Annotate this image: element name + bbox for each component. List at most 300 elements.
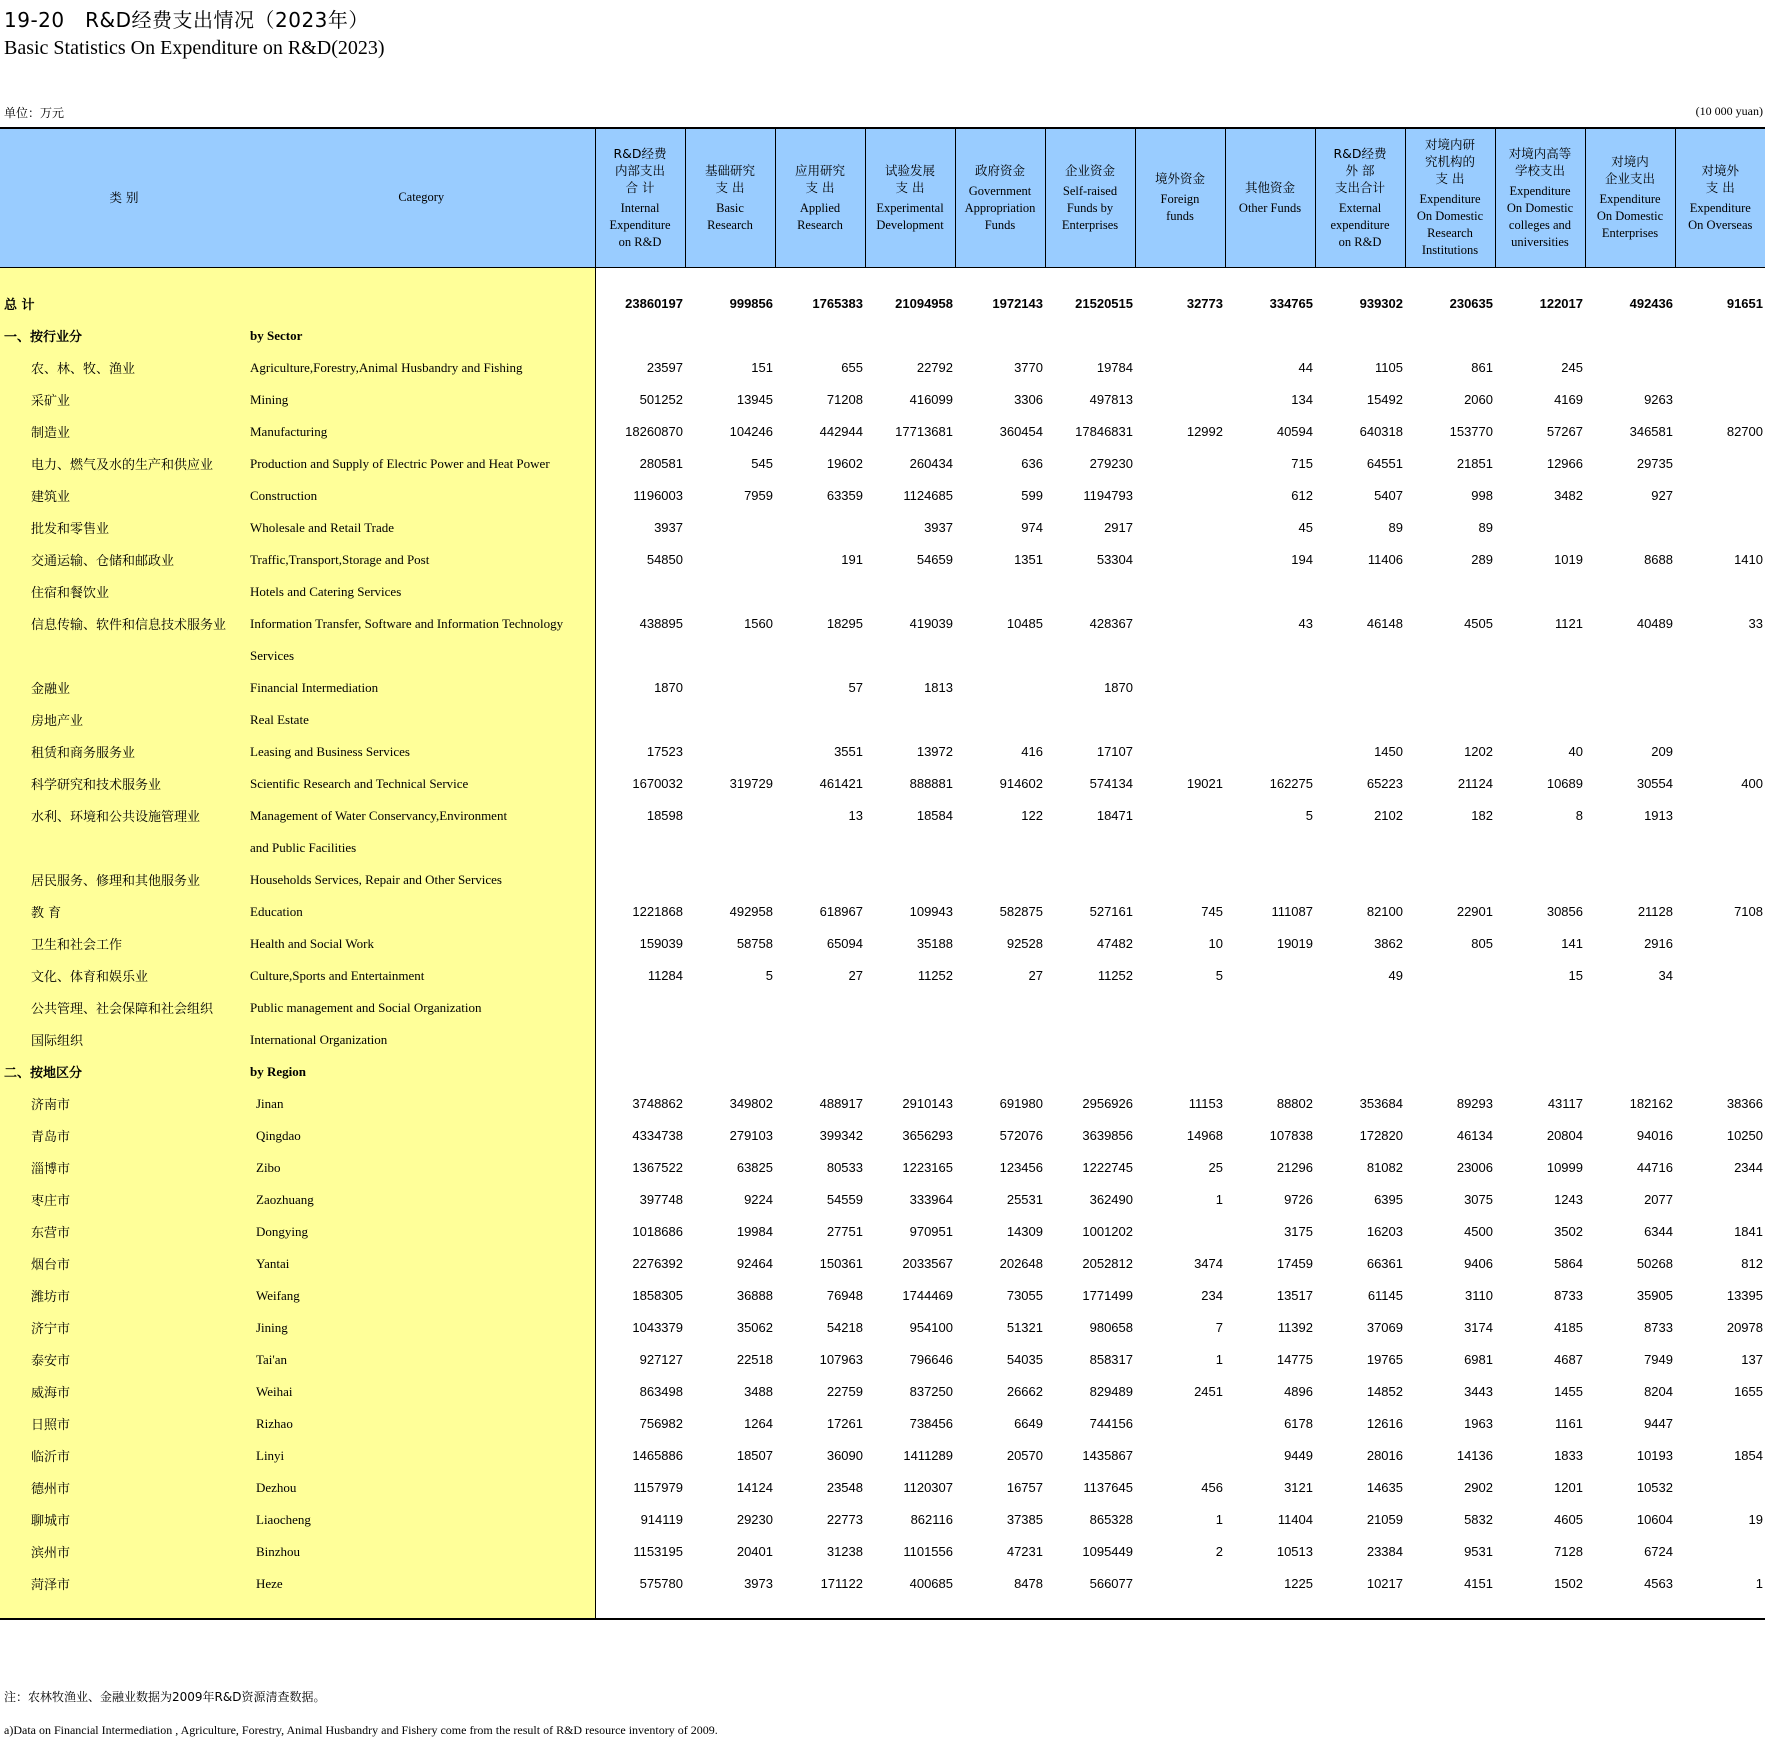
header-col-en: Government Appropriation Funds: [964, 183, 1036, 232]
row-label-en: Zibo: [248, 1152, 595, 1184]
value-cell: 1450: [1374, 744, 1403, 759]
value-cell: 32773: [1186, 296, 1223, 311]
value-cell: [1135, 480, 1225, 512]
value-cell: [1405, 1024, 1495, 1056]
value-cell: 914602: [999, 776, 1043, 791]
value-cell: 6724: [1644, 1544, 1673, 1559]
value-cell: 1124685: [903, 488, 953, 503]
table-row: [0, 1440, 1765, 1472]
value-cell: 346581: [1629, 424, 1673, 439]
value-cell: [1045, 640, 1135, 672]
footnote-cn: 注：农林牧渔业、金融业数据为2009年R&D资源清查数据。: [4, 1690, 326, 1704]
value-cell: [1135, 704, 1225, 736]
row-label-en: by Sector: [248, 320, 595, 352]
value-cell: [955, 1024, 1045, 1056]
table-row: [0, 1408, 1765, 1440]
value-cell: [865, 992, 955, 1024]
value-cell: 122: [1021, 808, 1043, 823]
value-cell: 1963: [1464, 1416, 1493, 1431]
value-cell: 11153: [1188, 1096, 1223, 1111]
value-cell: 7108: [1734, 904, 1763, 919]
value-cell: [685, 320, 775, 352]
value-cell: [1135, 864, 1225, 896]
value-cell: 353684: [1359, 1096, 1403, 1111]
row-label-cn: 泰安市: [0, 1344, 248, 1376]
value-cell: 545: [751, 456, 773, 471]
value-cell: 57: [848, 680, 863, 695]
value-cell: [775, 1056, 865, 1088]
value-cell: 53304: [1096, 552, 1133, 567]
row-label-en: Tai'an: [248, 1344, 595, 1376]
row-label-en: Production and Supply of Electric Power and Heat Power: [248, 448, 595, 480]
value-cell: 6981: [1464, 1352, 1493, 1367]
table-row: [0, 1248, 1765, 1280]
table-row: [0, 1376, 1765, 1408]
value-cell: 2: [1215, 1544, 1223, 1559]
value-cell: 6178: [1284, 1416, 1313, 1431]
value-cell: 636: [1021, 456, 1043, 471]
table-row: [0, 928, 1765, 960]
value-cell: [1315, 864, 1405, 896]
value-cell: 954100: [909, 1320, 953, 1335]
value-cell: 428367: [1089, 616, 1133, 631]
row-label-cn: 临沂市: [0, 1440, 248, 1472]
value-cell: [775, 320, 865, 352]
value-cell: 456: [1201, 1480, 1223, 1495]
row-label-en: Jining: [248, 1312, 595, 1344]
value-cell: [955, 704, 1045, 736]
value-cell: [1405, 864, 1495, 896]
value-cell: [1135, 672, 1225, 704]
value-cell: 4151: [1464, 1576, 1493, 1591]
value-cell: 7959: [744, 488, 773, 503]
row-label-cn: 农、林、牧、渔业: [0, 352, 248, 384]
value-cell: [595, 832, 685, 864]
value-cell: 974: [1021, 520, 1043, 535]
row-label-cn: 公共管理、社会保障和社会组织: [0, 992, 248, 1024]
value-cell: 3482: [1554, 488, 1583, 503]
value-cell: 89293: [1456, 1096, 1493, 1111]
row-label-en: [248, 288, 595, 320]
row-label-cn: 金融业: [0, 672, 248, 704]
value-cell: 4169: [1554, 392, 1583, 407]
value-cell: 50268: [1636, 1256, 1673, 1271]
value-cell: [1675, 928, 1765, 960]
value-cell: [1405, 320, 1495, 352]
value-cell: [1405, 960, 1495, 992]
value-cell: 1202: [1464, 744, 1493, 759]
row-label-en: and Public Facilities: [248, 832, 595, 864]
value-cell: 3488: [744, 1384, 773, 1399]
value-cell: [1045, 704, 1135, 736]
page-title-cn: 19-20 R&D经费支出情况（2023年）: [4, 8, 369, 32]
value-cell: [1495, 320, 1585, 352]
total-row: [0, 288, 1765, 320]
value-cell: 2033567: [902, 1256, 953, 1271]
value-cell: [1675, 1184, 1765, 1216]
header-col-en: External expenditure on R&D: [1330, 200, 1390, 249]
value-cell: 1367522: [632, 1160, 683, 1175]
value-cell: 63825: [736, 1160, 773, 1175]
value-cell: 3443: [1464, 1384, 1493, 1399]
value-cell: 12992: [1186, 424, 1223, 439]
value-cell: [1315, 672, 1405, 704]
header-col-en: Expenditure On Domestic Research Institutions: [1416, 192, 1484, 258]
section-row: [0, 320, 1765, 352]
value-cell: 1001202: [1082, 1224, 1133, 1239]
value-cell: 46134: [1456, 1128, 1493, 1143]
value-cell: [685, 1024, 775, 1056]
value-cell: [1225, 864, 1315, 896]
value-cell: 1560: [744, 616, 773, 631]
value-cell: [1135, 384, 1225, 416]
header-col: [1675, 128, 1765, 267]
value-cell: [775, 704, 865, 736]
value-cell: 40: [1568, 744, 1583, 759]
table-row: [0, 544, 1765, 576]
value-cell: [685, 704, 775, 736]
value-cell: 40594: [1276, 424, 1313, 439]
row-label-cn: 建筑业: [0, 480, 248, 512]
spacer-cell: [0, 1600, 248, 1619]
value-cell: 19784: [1096, 360, 1133, 375]
value-cell: 38366: [1726, 1096, 1763, 1111]
value-cell: 20978: [1726, 1320, 1763, 1335]
row-label-en: Binzhou: [248, 1536, 595, 1568]
value-cell: 970951: [909, 1224, 953, 1239]
table-row: [0, 448, 1765, 480]
value-cell: 245: [1561, 360, 1583, 375]
value-cell: 153770: [1449, 424, 1493, 439]
row-label-en: Yantai: [248, 1248, 595, 1280]
spacer-cell: [955, 1600, 1045, 1619]
header-col: [595, 128, 685, 267]
row-label-en: Education: [248, 896, 595, 928]
value-cell: 1101556: [903, 1544, 953, 1559]
value-cell: 2917: [1104, 520, 1133, 535]
value-cell: 1194793: [1083, 488, 1133, 503]
row-label-cn: [0, 640, 248, 672]
value-cell: 150361: [819, 1256, 863, 1271]
value-cell: 82700: [1726, 424, 1763, 439]
value-cell: 11392: [1277, 1320, 1313, 1335]
header-col-cn: 对境内研 究机构的 支 出: [1424, 137, 1475, 187]
value-cell: [955, 576, 1045, 608]
table-row: [0, 864, 1765, 896]
value-cell: 1196003: [633, 488, 683, 503]
value-cell: 7: [1215, 1320, 1223, 1335]
value-cell: [1405, 1056, 1495, 1088]
value-cell: 1833: [1554, 1448, 1583, 1463]
value-cell: [1135, 992, 1225, 1024]
row-label-en: Management of Water Conservancy,Environment: [248, 800, 595, 832]
value-cell: 939302: [1359, 296, 1403, 311]
value-cell: 23860197: [625, 296, 683, 311]
value-cell: [1585, 704, 1675, 736]
value-cell: 19602: [826, 456, 863, 471]
value-cell: 17523: [646, 744, 683, 759]
value-cell: 812: [1741, 1256, 1763, 1271]
value-cell: 19021: [1186, 776, 1223, 791]
header-category-cn: 类 别: [0, 128, 248, 267]
value-cell: 7128: [1554, 1544, 1583, 1559]
value-cell: 14309: [1006, 1224, 1043, 1239]
row-label-cn: 科学研究和技术服务业: [0, 768, 248, 800]
value-cell: 28016: [1366, 1448, 1403, 1463]
value-cell: 194: [1291, 552, 1313, 567]
value-cell: 3639856: [1082, 1128, 1133, 1143]
value-cell: 4563: [1644, 1576, 1673, 1591]
spacer-cell: [1405, 1600, 1495, 1619]
value-cell: 3551: [834, 744, 863, 759]
value-cell: 11404: [1277, 1512, 1313, 1527]
value-cell: 1502: [1554, 1576, 1583, 1591]
value-cell: 1043379: [632, 1320, 683, 1335]
row-label-cn: 滨州市: [0, 1536, 248, 1568]
table-row: [0, 1312, 1765, 1344]
value-cell: 501252: [639, 392, 683, 407]
row-label-cn: 房地产业: [0, 704, 248, 736]
value-cell: 151: [751, 360, 773, 375]
value-cell: 1264: [744, 1416, 773, 1431]
value-cell: 10: [1208, 936, 1223, 951]
value-cell: 260434: [909, 456, 953, 471]
header-col-cn: 企业资金: [1064, 162, 1115, 178]
header-col-en: Expenditure On Domestic Enterprises: [1596, 192, 1664, 241]
value-cell: 65223: [1366, 776, 1403, 791]
value-cell: 888881: [909, 776, 953, 791]
value-cell: [1675, 736, 1765, 768]
table-row: [0, 672, 1765, 704]
value-cell: 64551: [1366, 456, 1403, 471]
value-cell: 29735: [1636, 456, 1673, 471]
value-cell: [595, 576, 685, 608]
value-cell: 927: [1651, 488, 1673, 503]
value-cell: 47231: [1006, 1544, 1043, 1559]
value-cell: 999856: [729, 296, 773, 311]
value-cell: [1225, 576, 1315, 608]
value-cell: 2451: [1194, 1384, 1223, 1399]
value-cell: 209: [1651, 744, 1673, 759]
value-cell: 33: [1748, 616, 1763, 631]
value-cell: [1495, 992, 1585, 1024]
value-cell: 10532: [1636, 1480, 1673, 1495]
row-label-en: Wholesale and Retail Trade: [248, 512, 595, 544]
value-cell: 1201: [1554, 1480, 1583, 1495]
value-cell: 6649: [1014, 1416, 1043, 1431]
value-cell: [865, 576, 955, 608]
value-cell: 1435867: [1082, 1448, 1133, 1463]
header-col-en: Self-raised Funds by Enterprises: [1061, 183, 1119, 232]
value-cell: 360454: [999, 424, 1043, 439]
value-cell: [1675, 1056, 1765, 1088]
spacer-cell: [1495, 267, 1585, 288]
table-row: [0, 800, 1765, 832]
row-label-cn: 青岛市: [0, 1120, 248, 1152]
row-label-cn: 东营市: [0, 1216, 248, 1248]
value-cell: [1675, 1024, 1765, 1056]
value-cell: 23597: [646, 360, 683, 375]
value-cell: [1225, 1024, 1315, 1056]
header-col: [1315, 128, 1405, 267]
value-cell: 182: [1471, 808, 1493, 823]
value-cell: 11252: [917, 968, 953, 983]
value-cell: 21059: [1366, 1512, 1403, 1527]
spacer-row: [0, 267, 1765, 288]
row-label-en: Manufacturing: [248, 416, 595, 448]
value-cell: [1405, 640, 1495, 672]
header-col-cn: 基础研究 支 出: [704, 162, 755, 195]
value-cell: [1405, 832, 1495, 864]
value-cell: 805: [1471, 936, 1493, 951]
value-cell: 582875: [999, 904, 1043, 919]
value-cell: 289: [1471, 552, 1493, 567]
value-cell: [1675, 1536, 1765, 1568]
table-row: [0, 1088, 1765, 1120]
value-cell: [1585, 1024, 1675, 1056]
value-cell: [865, 864, 955, 896]
value-cell: 1120307: [903, 1480, 953, 1495]
spacer-cell: [1585, 267, 1675, 288]
value-cell: 1870: [654, 680, 683, 695]
value-cell: 4334738: [632, 1128, 683, 1143]
value-cell: [1675, 1408, 1765, 1440]
row-label-en: Construction: [248, 480, 595, 512]
value-cell: 4505: [1464, 616, 1493, 631]
value-cell: [1495, 864, 1585, 896]
value-cell: 10689: [1546, 776, 1583, 791]
value-cell: [955, 832, 1045, 864]
value-cell: 234: [1201, 1288, 1223, 1303]
value-cell: 27: [848, 968, 863, 983]
value-cell: 18584: [916, 808, 953, 823]
value-cell: 1: [1215, 1192, 1223, 1207]
value-cell: [1135, 1408, 1225, 1440]
value-cell: 1744469: [902, 1288, 953, 1303]
value-cell: 91651: [1726, 296, 1763, 311]
row-label-cn: 日照市: [0, 1408, 248, 1440]
value-cell: 796646: [909, 1352, 953, 1367]
row-label-cn: 烟台市: [0, 1248, 248, 1280]
value-cell: 1670032: [632, 776, 683, 791]
value-cell: 492436: [1629, 296, 1673, 311]
value-cell: 18295: [826, 616, 863, 631]
row-label-en: Agriculture,Forestry,Animal Husbandry and Fishing: [248, 352, 595, 384]
value-cell: [1135, 448, 1225, 480]
value-cell: [1045, 992, 1135, 1024]
value-cell: [1585, 576, 1675, 608]
value-cell: 1137645: [1083, 1480, 1133, 1495]
value-cell: 1854: [1734, 1448, 1763, 1463]
section-row: [0, 1056, 1765, 1088]
value-cell: 861: [1471, 360, 1493, 375]
row-label-cn: 水利、环境和公共设施管理业: [0, 800, 248, 832]
row-label-en: Financial Intermediation: [248, 672, 595, 704]
value-cell: 9531: [1464, 1544, 1493, 1559]
value-cell: 10485: [1006, 616, 1043, 631]
value-cell: 16203: [1366, 1224, 1403, 1239]
value-cell: 107838: [1269, 1128, 1313, 1143]
row-label-cn: 信息传输、软件和信息技术服务业: [0, 608, 248, 640]
value-cell: 3937: [924, 520, 953, 535]
value-cell: [1585, 640, 1675, 672]
value-cell: 54218: [826, 1320, 863, 1335]
value-cell: [685, 672, 775, 704]
value-cell: [1675, 800, 1765, 832]
value-cell: [1135, 608, 1225, 640]
value-cell: 9447: [1644, 1416, 1673, 1431]
value-cell: 1765383: [812, 296, 863, 311]
row-label-cn: 威海市: [0, 1376, 248, 1408]
value-cell: 17459: [1276, 1256, 1313, 1271]
row-label-en: Hotels and Catering Services: [248, 576, 595, 608]
value-cell: 837250: [909, 1384, 953, 1399]
value-cell: 92528: [1006, 936, 1043, 951]
value-cell: 202648: [999, 1256, 1043, 1271]
value-cell: [685, 736, 775, 768]
value-cell: 362490: [1089, 1192, 1133, 1207]
value-cell: [865, 640, 955, 672]
value-cell: [865, 1056, 955, 1088]
value-cell: 863498: [639, 1384, 683, 1399]
value-cell: 2910143: [902, 1096, 953, 1111]
value-cell: 17107: [1096, 744, 1133, 759]
table-row: [0, 576, 1765, 608]
value-cell: [1225, 992, 1315, 1024]
table-row: [0, 704, 1765, 736]
value-cell: 14136: [1456, 1448, 1493, 1463]
value-cell: [1225, 832, 1315, 864]
spacer-cell: [1225, 1600, 1315, 1619]
header-col-cn: 应用研究 支 出: [794, 162, 845, 195]
table-row: [0, 1504, 1765, 1536]
value-cell: [1675, 832, 1765, 864]
value-cell: 574134: [1089, 776, 1133, 791]
value-cell: 5: [1215, 968, 1223, 983]
value-cell: 172820: [1359, 1128, 1403, 1143]
value-cell: 334765: [1269, 296, 1313, 311]
value-cell: 1411289: [903, 1448, 953, 1463]
row-label-en: Scientific Research and Technical Service: [248, 768, 595, 800]
value-cell: 22518: [736, 1352, 773, 1367]
value-cell: 82100: [1366, 904, 1403, 919]
value-cell: [685, 832, 775, 864]
row-label-cn: 潍坊市: [0, 1280, 248, 1312]
value-cell: 1972143: [992, 296, 1043, 311]
value-cell: 18598: [646, 808, 683, 823]
table-row: [0, 352, 1765, 384]
value-cell: 159039: [639, 936, 683, 951]
value-cell: [865, 320, 955, 352]
value-cell: 5407: [1374, 488, 1403, 503]
spacer-cell: [1585, 1600, 1675, 1619]
value-cell: 1870: [1104, 680, 1133, 695]
value-cell: 9726: [1284, 1192, 1313, 1207]
value-cell: [775, 992, 865, 1024]
value-cell: 12616: [1366, 1416, 1403, 1431]
value-cell: [595, 992, 685, 1024]
value-cell: [1315, 704, 1405, 736]
value-cell: 54850: [646, 552, 683, 567]
value-cell: 26662: [1006, 1384, 1043, 1399]
value-cell: [685, 512, 775, 544]
value-cell: 71208: [826, 392, 863, 407]
value-cell: 333964: [909, 1192, 953, 1207]
value-cell: 22792: [916, 360, 953, 375]
header-col-cn: 对境外 支 出: [1701, 162, 1739, 195]
value-cell: 756982: [639, 1416, 683, 1431]
row-label-en: Culture,Sports and Entertainment: [248, 960, 595, 992]
